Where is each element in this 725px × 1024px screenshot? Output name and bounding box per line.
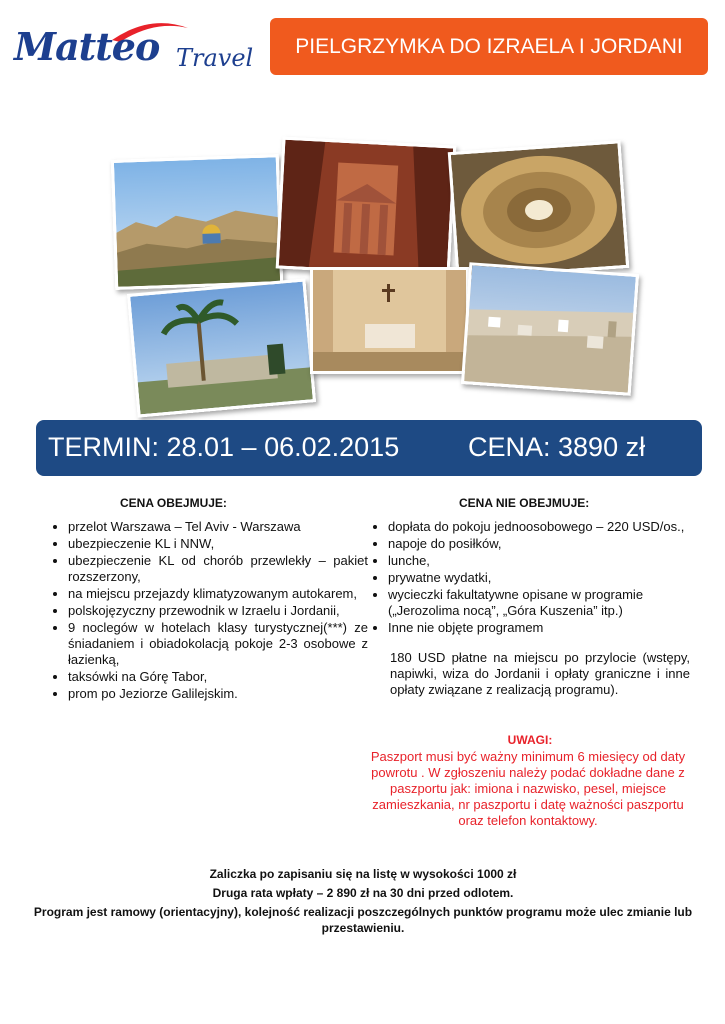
photo-petra-treasury [276, 137, 457, 278]
excludes-heading: CENA NIE OBEJMUJE: [459, 496, 590, 510]
notes-heading: UWAGI: [507, 733, 553, 747]
deposit-note: Zaliczka po zapisaniu się na listę w wysokości 1000 zł [209, 867, 517, 881]
photo-amman-city [461, 262, 639, 396]
list-item: • Inne nie objęte programem [388, 620, 718, 636]
list-item: • ubezpieczenie KL i NNW, [68, 536, 368, 552]
term-date: TERMIN: 28.01 – 06.02.2015 [48, 432, 400, 462]
list-item: • wycieczki fakultatywne opisane w programie („Jerozolima nocą”, „Góra Kuszenia” itp.) [388, 587, 718, 619]
list-item: • taksówki na Górę Tabor, [68, 669, 368, 685]
second-payment-note: Druga rata wpłaty – 2 890 zł na 30 dni przed odlotem. [212, 886, 514, 900]
program-disclaimer: Program jest ramowy (orientacyjny), kolejność realizacji poszczególnych punktów programu może ulec zmianie lub przestawieniu. [33, 905, 693, 935]
notes-text: Paszport musi być ważny minimum 6 miesięcy od daty powrotu . W zgłoszeniu należy podać dokładne dane z paszportu jak: imiona i nazwisko, pesel, miejsce zamieszkania, nr paszportu i datę ważności paszportu oraz telefon kontaktowy. [370, 749, 686, 828]
term-price-banner [36, 420, 702, 476]
page-title: PIELGRZYMKA DO IZRAELA I JORDANI [270, 18, 708, 75]
list-item: • prywatne wydatki, [388, 570, 718, 586]
trip-price: CENA: 3890 zł [468, 432, 646, 462]
excludes-list [356, 519, 718, 637]
photo-jerusalem-panorama [111, 154, 283, 290]
list-item: • 9 noclegów w hotelach klasy turystycznej(***) ze śniadaniem i obiadokolacją pokoje 2-3 osobowe z łazienką, [68, 620, 368, 668]
list-item: • prom po Jeziorze Galilejskim. [68, 686, 368, 702]
list-item: • lunche, [388, 553, 718, 569]
includes-heading: CENA OBEJMUJE: [120, 496, 227, 510]
list-item: • przelot Warszawa – Tel Aviv - Warszawa [68, 519, 368, 535]
photo-capernaum-palms [127, 278, 316, 417]
logo-sub-text: Travel [176, 44, 254, 72]
photo-chapel-altar [310, 267, 469, 374]
list-item: • na miejscu przejazdy klimatyzowanym autokarem, [68, 586, 368, 602]
logo-main-text: Matteo [14, 24, 160, 69]
list-item: • polskojęzyczny przewodnik w Izraelu i Jordanii, [68, 603, 368, 619]
photo-yad-vashem-hall [448, 140, 630, 280]
list-item: • napoje do posiłków, [388, 536, 718, 552]
includes-list [36, 519, 368, 703]
matteo-travel-logo [14, 18, 254, 78]
list-item: • ubezpieczenie KL od chorób przewlekły – pakiet rozszerzony, [68, 553, 368, 585]
excludes-extra-note: 180 USD płatne na miejscu po przylocie (wstępy, napiwki, wiza do Jordanii i opłaty graniczne i inne opłaty związane z realizacją programu). [390, 650, 690, 697]
list-item: • dopłata do pokoju jednoosobowego – 220 USD/os., [388, 519, 718, 535]
